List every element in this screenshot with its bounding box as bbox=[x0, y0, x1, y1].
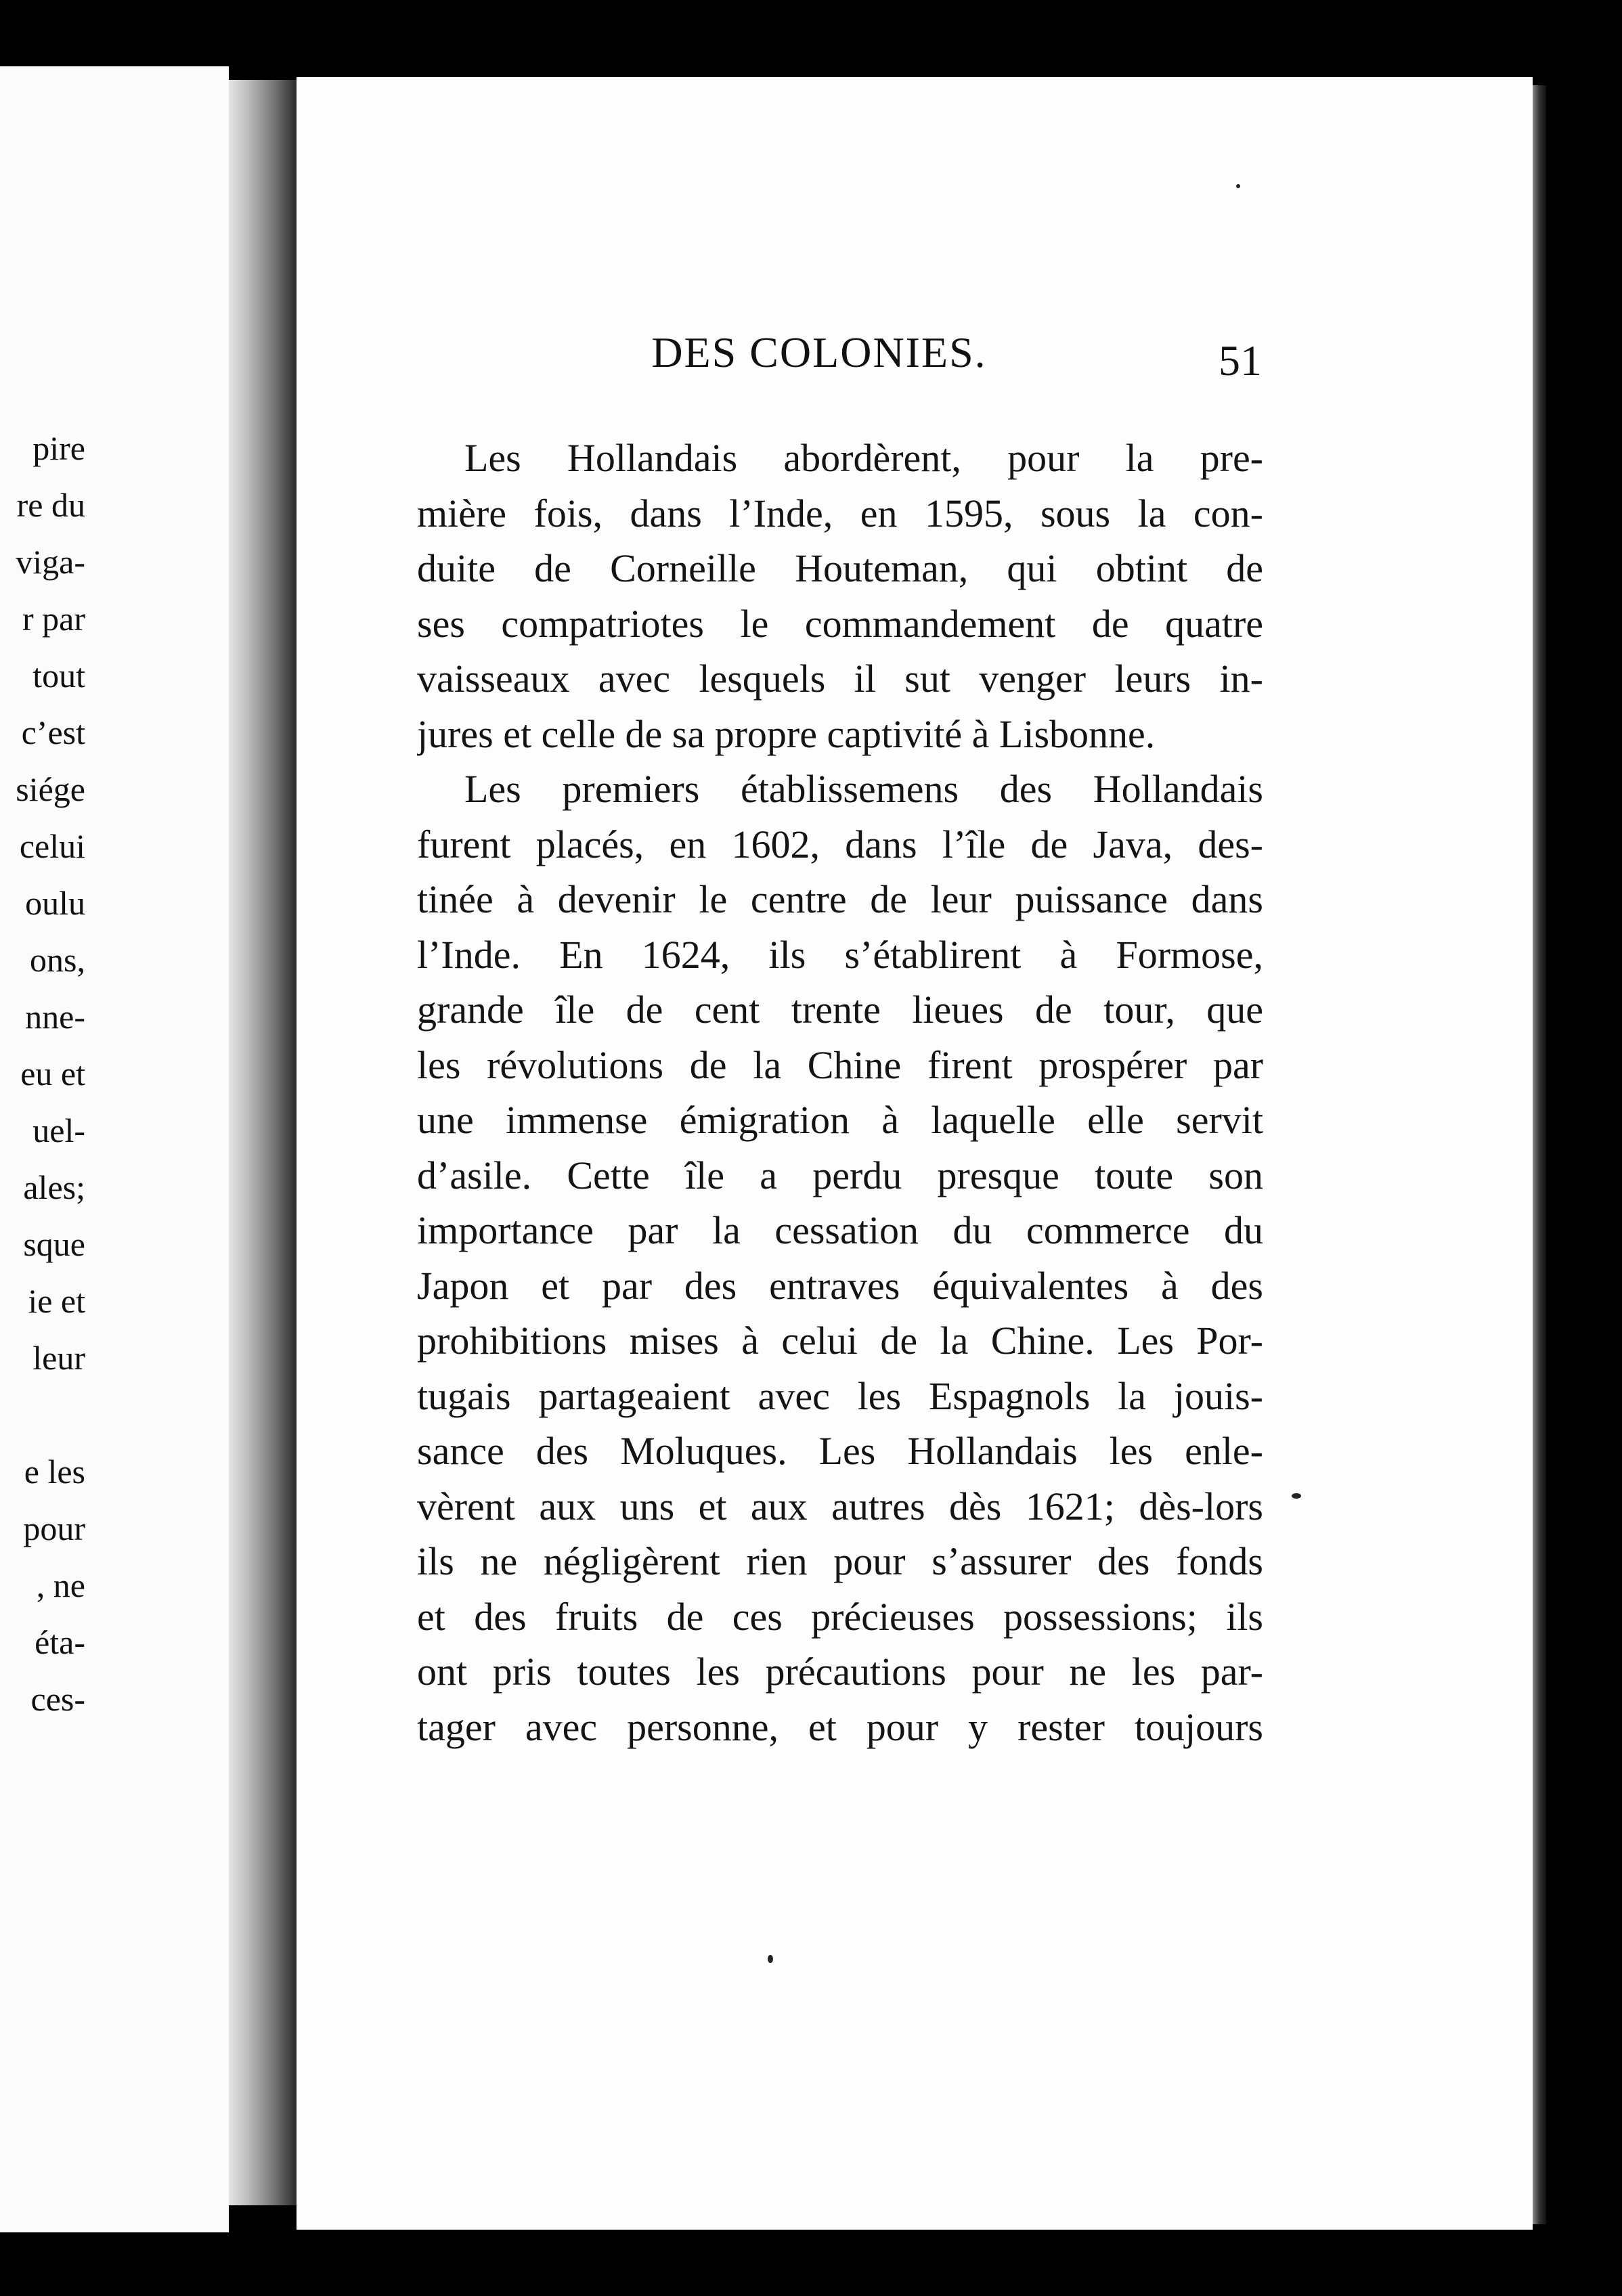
ink-speck bbox=[1236, 184, 1240, 188]
text-line: Les premiers établissemens des Hollandais bbox=[464, 767, 1263, 811]
text-line: Les Hollandais abordèrent, pour la pre- bbox=[464, 436, 1263, 480]
left-line: sque bbox=[23, 1225, 85, 1263]
text-line: une immense émigration à laquelle elle servit bbox=[417, 1098, 1263, 1142]
text-line: mière fois, dans l’Inde, en 1595, sous la con- bbox=[417, 491, 1263, 535]
text-line: et des fruits de ces précieuses possessions; ils bbox=[417, 1594, 1263, 1639]
left-line: ie et bbox=[28, 1282, 85, 1320]
left-page-text bbox=[0, 420, 85, 1727]
ink-speck bbox=[1292, 1493, 1301, 1499]
left-line: nne- bbox=[25, 998, 85, 1036]
left-line: eu et bbox=[20, 1055, 85, 1092]
text-line: vèrent aux uns et aux autres dès 1621; dès-lors bbox=[417, 1484, 1263, 1528]
text-line: tinée à devenir le centre de leur puissance dans bbox=[417, 877, 1263, 921]
left-line: , ne bbox=[36, 1566, 85, 1604]
text-line: furent placés, en 1602, dans l’île de Java, des- bbox=[417, 822, 1263, 866]
left-line: re du bbox=[16, 486, 85, 524]
left-page-fragment bbox=[0, 66, 229, 2232]
text-line: tager avec personne, et pour y rester toujours bbox=[417, 1704, 1263, 1749]
running-title: DES COLONIES. bbox=[651, 328, 987, 376]
page-edge-shadow bbox=[1533, 85, 1546, 2224]
text-line: tugais partageaient avec les Espagnols la jouis- bbox=[417, 1373, 1263, 1418]
text-line: Japon et par des entraves équivalentes à des bbox=[417, 1263, 1263, 1308]
page-number: 51 bbox=[1219, 336, 1262, 384]
text-line: sance des Moluques. Les Hollandais les enle- bbox=[417, 1429, 1263, 1473]
left-line: viga- bbox=[16, 543, 85, 581]
text-line: l’Inde. En 1624, ils s’établirent à Formose, bbox=[417, 932, 1263, 977]
left-line: r par bbox=[22, 600, 85, 638]
text-line: vaisseaux avec lesquels il sut venger leurs in- bbox=[417, 657, 1263, 701]
text-line: les révolutions de la Chine firent prospérer par bbox=[417, 1042, 1263, 1087]
left-line: e les bbox=[24, 1453, 85, 1491]
left-line: éta- bbox=[35, 1623, 85, 1661]
left-line: leur bbox=[32, 1339, 85, 1377]
left-line: oulu bbox=[25, 884, 85, 922]
text-line: ont pris toutes les précautions pour ne les par- bbox=[417, 1650, 1263, 1694]
left-line: celui bbox=[19, 827, 85, 865]
text-line: prohibitions mises à celui de la Chine. Les Por- bbox=[417, 1319, 1263, 1363]
left-line: siége bbox=[16, 770, 85, 808]
text-line: duite de Corneille Houteman, qui obtint de bbox=[417, 546, 1263, 590]
body-text bbox=[417, 430, 1263, 1754]
text-line: importance par la cessation du commerce du bbox=[417, 1208, 1263, 1252]
left-line: pire bbox=[32, 429, 85, 467]
left-line: pour bbox=[23, 1509, 85, 1547]
text-line: d’asile. Cette île a perdu presque toute son bbox=[417, 1153, 1263, 1197]
left-line: ons, bbox=[30, 941, 85, 979]
left-line: tout bbox=[32, 657, 85, 694]
book-gutter-shadow bbox=[229, 80, 297, 2205]
text-line: grande île de cent trente lieues de tour, que bbox=[417, 988, 1263, 1032]
ink-speck bbox=[768, 1955, 773, 1963]
left-line: uel- bbox=[32, 1111, 85, 1149]
left-line: c’est bbox=[21, 713, 85, 751]
left-line: ces- bbox=[30, 1680, 85, 1718]
text-line: jures et celle de sa propre captivité à Lisbonne. bbox=[417, 711, 1156, 756]
text-line: ils ne négligèrent rien pour s’assurer des fonds bbox=[417, 1539, 1263, 1583]
text-line: ses compatriotes le commandement de quatre bbox=[417, 601, 1263, 646]
left-line: ales; bbox=[23, 1168, 85, 1206]
left-line bbox=[0, 1386, 85, 1443]
